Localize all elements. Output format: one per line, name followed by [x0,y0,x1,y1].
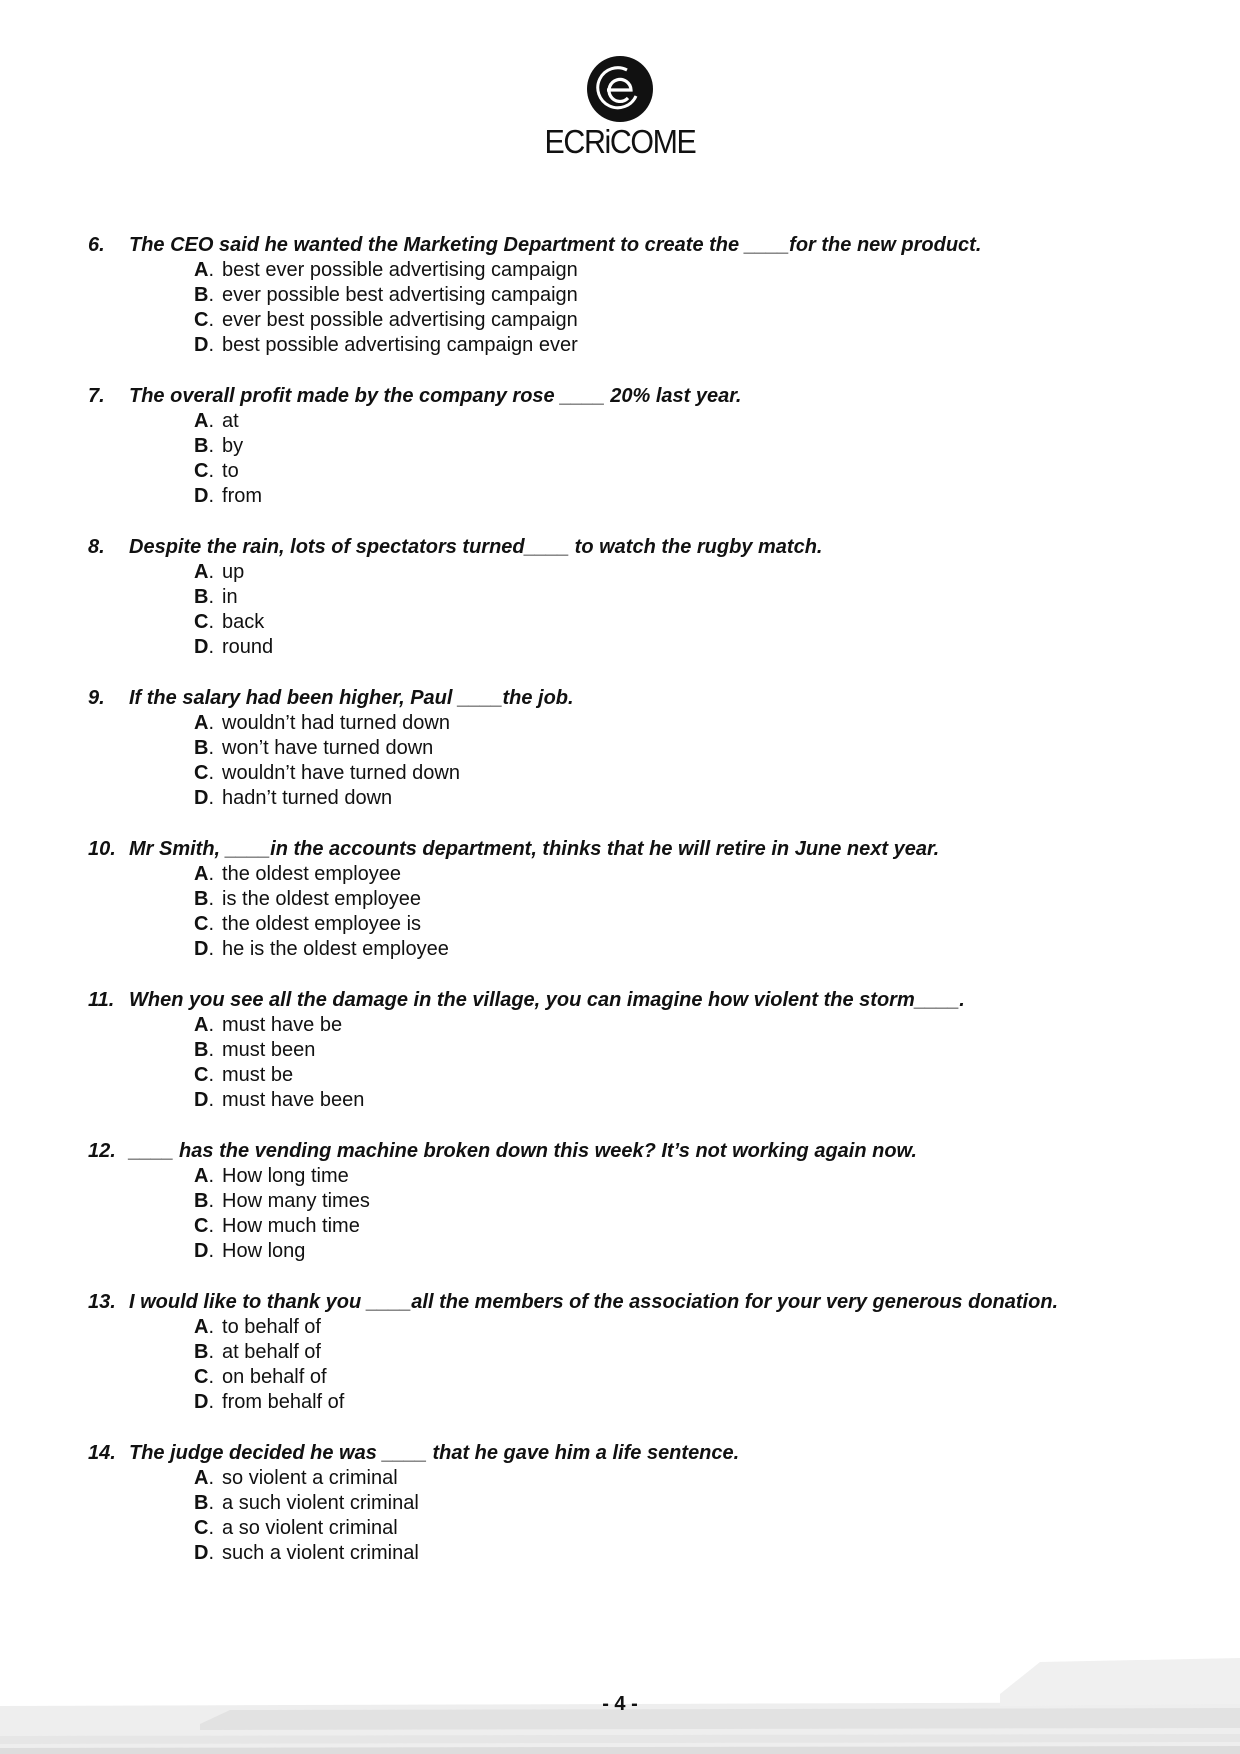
option-separator: . [208,561,215,583]
option-d [194,484,1208,509]
question-number: 6. [88,234,105,256]
option-letter: C [194,762,209,784]
option-separator: . [208,435,215,457]
page-number: - 4 - [602,1693,638,1715]
question-12 [88,1138,1208,1289]
question-9 [88,685,1208,836]
question-stem [88,1289,1208,1315]
option-a [194,711,1208,736]
option-letter: C [194,309,209,331]
option-letter: D [194,485,209,507]
question-stem [88,232,1208,258]
option-text: How much time [222,1215,360,1237]
option-text: such a violent criminal [222,1542,419,1564]
option-separator: . [208,1316,215,1338]
option-text: the oldest employee is [222,913,422,935]
option-a [194,409,1208,434]
option-d [194,333,1208,358]
question-number: 12. [88,1140,116,1162]
option-c [194,761,1208,786]
option-text: How many times [222,1190,370,1212]
option-b [194,283,1208,308]
option-text: so violent a criminal [222,1467,398,1489]
question-number: 11. [88,989,115,1011]
option-letter: A [194,1467,209,1489]
question-stem [88,836,1208,862]
option-separator: . [208,1064,215,1086]
option-text: from [222,485,263,507]
option-separator: . [208,863,215,885]
option-letter: D [194,1542,209,1564]
option-letter: C [194,1064,209,1086]
option-list [88,560,1208,660]
question-stem [88,1138,1208,1164]
question-stem [88,685,1208,711]
option-text: at behalf of [222,1341,321,1363]
option-b [194,1491,1208,1516]
option-a [194,862,1208,887]
option-separator: . [208,1190,215,1212]
option-letter: C [194,611,209,633]
option-d [194,1239,1208,1264]
option-text: by [222,435,244,457]
option-text: ever best possible advertising campaign [222,309,578,331]
option-letter: A [194,1316,209,1338]
question-text: The judge decided he was ____ that he gave him a life sentence. [129,1442,740,1464]
option-c [194,1063,1208,1088]
option-list [88,711,1208,811]
question-number: 13. [88,1291,116,1313]
logo-wordmark: ECRiCOME [544,123,696,160]
question-13 [88,1289,1208,1440]
option-separator: . [208,611,215,633]
option-c [194,912,1208,937]
option-text: must have be [222,1014,343,1036]
question-text: When you see all the damage in the village, you can imagine how violent the storm____. [129,989,965,1011]
option-letter: B [194,1190,209,1212]
option-text: must been [222,1039,316,1061]
option-separator: . [208,1366,215,1388]
option-text: at [222,410,239,432]
option-text: won’t have turned down [222,737,434,759]
question-7 [88,383,1208,534]
option-d [194,1390,1208,1415]
option-text: to behalf of [222,1316,321,1338]
option-separator: . [208,1467,215,1489]
option-c [194,610,1208,635]
option-separator: . [208,888,215,910]
option-text: from behalf of [222,1391,345,1413]
question-stem [88,534,1208,560]
option-letter: A [194,712,209,734]
option-separator: . [208,1165,215,1187]
question-stem [88,987,1208,1013]
option-b [194,736,1208,761]
option-b [194,1340,1208,1365]
question-text: ____ has the vending machine broken down this week? It’s not working again now. [129,1140,917,1162]
option-letter: B [194,1492,209,1514]
option-list [88,1013,1208,1113]
option-a [194,560,1208,585]
option-text: must have been [222,1089,365,1111]
option-letter: C [194,913,209,935]
option-separator: . [208,334,215,356]
option-a [194,258,1208,283]
option-letter: D [194,1391,209,1413]
option-text: best possible advertising campaign ever [222,334,578,356]
option-letter: B [194,1039,209,1061]
option-separator: . [208,485,215,507]
option-letter: C [194,1366,209,1388]
option-separator: . [208,460,215,482]
option-text: How long time [222,1165,349,1187]
option-b [194,434,1208,459]
question-stem [88,1440,1208,1466]
option-letter: D [194,787,209,809]
option-separator: . [208,762,215,784]
option-text: in [222,586,238,608]
option-text: on behalf of [222,1366,327,1388]
option-c [194,308,1208,333]
option-letter: C [194,1215,209,1237]
option-letter: B [194,1341,209,1363]
option-letter: A [194,1014,209,1036]
question-text: I would like to thank you ____all the members of the association for your very generous donation. [129,1291,1059,1313]
option-text: wouldn’t had turned down [222,712,450,734]
option-letter: D [194,636,209,658]
option-a [194,1466,1208,1491]
option-letter: A [194,259,209,281]
option-d [194,786,1208,811]
option-d [194,1088,1208,1113]
option-separator: . [208,1542,215,1564]
question-number: 10. [88,838,116,860]
option-separator: . [208,1240,215,1262]
option-letter: A [194,1165,209,1187]
option-list [88,258,1208,358]
option-separator: . [208,913,215,935]
question-number: 8. [88,536,105,558]
option-separator: . [208,787,215,809]
option-a [194,1315,1208,1340]
question-text: If the salary had been higher, Paul ____the job. [129,687,574,709]
option-separator: . [208,712,215,734]
option-separator: . [208,636,215,658]
option-text: must be [222,1064,294,1086]
question-6 [88,232,1208,383]
option-letter: B [194,888,209,910]
option-separator: . [208,1391,215,1413]
option-separator: . [208,1039,215,1061]
option-text: back [222,611,265,633]
question-text: Despite the rain, lots of spectators turned____ to watch the rugby match. [129,536,823,558]
option-c [194,1214,1208,1239]
question-number: 7. [88,385,105,407]
option-text: he is the oldest employee [222,938,449,960]
option-text: wouldn’t have turned down [222,762,460,784]
option-separator: . [208,1215,215,1237]
option-separator: . [208,737,215,759]
option-separator: . [208,586,215,608]
option-letter: B [194,435,209,457]
option-text: a such violent criminal [222,1492,419,1514]
option-separator: . [208,309,215,331]
option-letter: C [194,460,209,482]
question-list [88,232,1208,1591]
option-separator: . [208,1014,215,1036]
option-list [88,1315,1208,1415]
option-d [194,937,1208,962]
option-separator: . [208,410,215,432]
question-14 [88,1440,1208,1591]
option-letter: A [194,561,209,583]
option-text: How long [222,1240,306,1262]
option-c [194,1516,1208,1541]
option-letter: D [194,1089,209,1111]
option-text: round [222,636,274,658]
option-text: is the oldest employee [222,888,422,910]
option-c [194,459,1208,484]
question-number: 14. [88,1442,116,1464]
option-text: to [222,460,239,482]
option-letter: B [194,737,209,759]
option-separator: . [208,1089,215,1111]
question-8 [88,534,1208,685]
option-separator: . [208,938,215,960]
option-text: hadn’t turned down [222,787,393,809]
option-letter: A [194,410,209,432]
option-separator: . [208,1341,215,1363]
option-b [194,585,1208,610]
option-separator: . [208,1517,215,1539]
question-11 [88,987,1208,1138]
option-letter: D [194,1240,209,1262]
option-letter: D [194,938,209,960]
option-letter: C [194,1517,209,1539]
option-a [194,1164,1208,1189]
option-separator: . [208,1492,215,1514]
option-c [194,1365,1208,1390]
option-text: best ever possible advertising campaign [222,259,578,281]
question-stem [88,383,1208,409]
option-a [194,1013,1208,1038]
option-separator: . [208,284,215,306]
option-text: up [222,561,245,583]
option-list [88,1164,1208,1264]
question-text: The CEO said he wanted the Marketing Department to create the ____for the new product. [129,234,982,256]
option-text: ever possible best advertising campaign [222,284,578,306]
option-text: a so violent criminal [222,1517,398,1539]
option-d [194,635,1208,660]
question-10 [88,836,1208,987]
option-letter: B [194,586,209,608]
option-text: the oldest employee [222,863,402,885]
option-list [88,862,1208,962]
option-d [194,1541,1208,1566]
option-b [194,887,1208,912]
ecricome-e-logo-icon [587,56,653,122]
option-letter: D [194,334,209,356]
option-letter: A [194,863,209,885]
option-separator: . [208,259,215,281]
option-b [194,1189,1208,1214]
header-logo [0,56,1240,160]
option-list [88,409,1208,509]
option-list [88,1466,1208,1566]
question-number: 9. [88,687,105,709]
option-b [194,1038,1208,1063]
question-text: The overall profit made by the company rose ____ 20% last year. [129,385,742,407]
option-letter: B [194,284,209,306]
question-text: Mr Smith, ____in the accounts department, thinks that he will retire in June next year. [129,838,940,860]
